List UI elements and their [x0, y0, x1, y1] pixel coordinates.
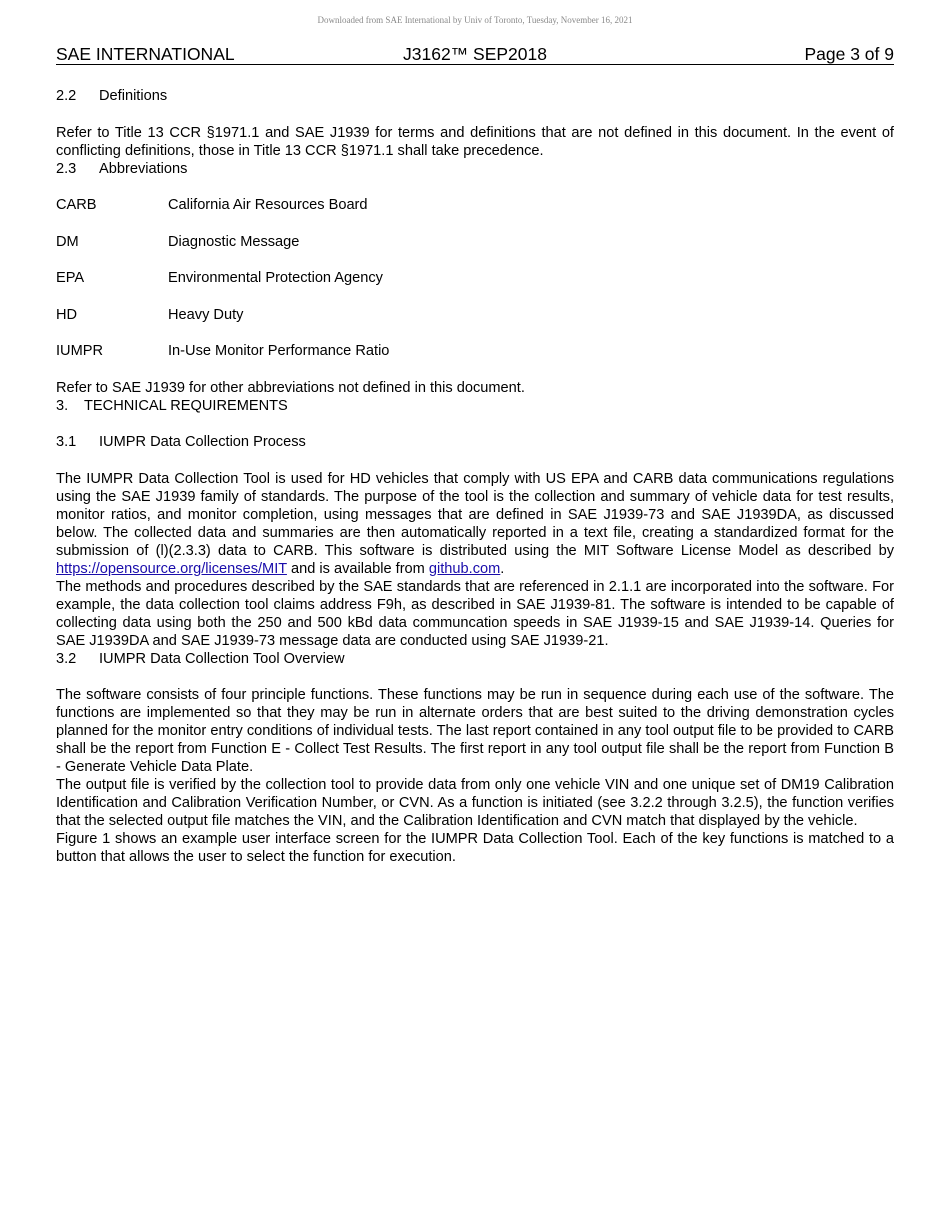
page-content — [56, 87, 894, 866]
abbreviation-term: DM — [56, 233, 79, 250]
section-title: TECHNICAL REQUIREMENTS — [84, 397, 288, 414]
abbreviation-definition: Diagnostic Message — [168, 233, 300, 250]
section-title: IUMPR Data Collection Process — [99, 434, 306, 450]
abbreviation-definition: In-Use Monitor Performance Ratio — [168, 343, 390, 359]
methods-procedures-paragraph: The methods and procedures described by the SAE standards that are referenced in 2.1.1 are incorporated into the software. For example, the data collection tool claims address F9h, as described in SAE J1939-81. The software is intended to be capable of collecting data using both the 250 and 500 kBd data communcation speeds in SAE J1939-15 and SAE J1939-14. Queries for SAE J1939DA and SAE J1939-73 message data are conducted using SAE J1939-21. — [56, 578, 894, 649]
section-2-2-heading — [56, 87, 894, 105]
section-title: Definitions — [99, 88, 168, 104]
section-number: 3.1 — [56, 434, 77, 450]
abbreviations-note: Refer to SAE J1939 for other abbreviations not defined in this document. — [56, 379, 525, 396]
github-link[interactable]: github.com — [428, 560, 501, 577]
abbreviation-term: CARB — [56, 197, 97, 213]
section-title: IUMPR Data Collection Tool Overview — [99, 650, 345, 667]
definitions-paragraph: Refer to Title 13 CCR §1971.1 and SAE J1939 for terms and definitions that are not defined in this document. In the event of conflicting definitions, those in Title 13 CCR §1971.1 shall take precedence. — [56, 124, 894, 159]
section-title: Abbreviations — [99, 160, 188, 177]
abbreviation-row — [56, 342, 894, 360]
header-doc-id: J3162™ SEP2018 — [403, 44, 547, 64]
abbreviation-term: IUMPR — [56, 343, 104, 359]
section-number: 3.2 — [56, 650, 77, 667]
header-page-number: Page 3 of 9 — [804, 44, 894, 64]
section-2-3-heading — [56, 160, 894, 178]
abbreviation-row — [56, 306, 894, 324]
abbreviation-definition: Heavy Duty — [168, 306, 244, 323]
section-3-1-heading — [56, 433, 894, 451]
section-number: 3. — [56, 397, 69, 414]
abbreviation-term: HD — [56, 306, 78, 323]
abbreviation-row — [56, 196, 894, 214]
abbreviation-definition: Environmental Protection Agency — [168, 270, 383, 286]
section-number: 2.3 — [56, 160, 77, 177]
paragraph-text: . — [500, 560, 505, 577]
download-watermark: Downloaded from SAE International by Univ of Toronto, Tuesday, November 16, 2021 — [317, 15, 633, 25]
abbreviation-definition: California Air Resources Board — [168, 197, 368, 213]
abbreviation-row — [56, 269, 894, 287]
software-functions-paragraph: The software consists of four principle functions. These functions may be run in sequence during each use of the software. The functions are implemented so that they may be run in alternate orders that are best suited to the driving demonstration cycles planned for the monitor entry conditions of individual tests. The last report contained in any tool output file to be provided to CARB shall be the report from Function E - Collect Test Results. The first report in any tool output file shall be the report from Function B - Generate Vehicle Data Plate. — [56, 687, 894, 775]
section-3-2-heading — [56, 650, 894, 668]
abbreviation-row — [56, 233, 894, 251]
output-file-verification-paragraph: The output file is verified by the collection tool to provide data from only one vehicle VIN and one unique set of DM19 Calibration Identification and Calibration Verification Number, or CVN. As a function is initiated (see 3.2.2 through 3.2.5), the function verifies that the selected output file matches the VIN, and the Calibration Identification and CVN match that displayed by the vehicle. — [56, 777, 894, 829]
figure-reference-paragraph: Figure 1 shows an example user interface screen for the IUMPR Data Collection Tool. Each of the key functions is matched to a button that allows the user to select the function for execution. — [56, 831, 894, 865]
paragraph-text: The IUMPR Data Collection Tool is used for HD vehicles that comply with US EPA and CARB data communications regulations using the SAE J1939 family of standards. The purpose of the tool is the collection and summary of vehicle data for test results, monitor ratios, and monitor completion, using messages that are defined in SAE J1939-73 and SAE J1939DA, as discussed below. The collected data and summaries are then automatically reported in a text file, creating a standardized format for the submission of (l)(2.3.3) data to CARB. This software is distributed using the MIT Software License Model as described by — [56, 470, 894, 559]
abbreviation-term: EPA — [56, 270, 85, 286]
header-org: SAE INTERNATIONAL — [56, 44, 235, 64]
mit-license-link[interactable]: https://opensource.org/licenses/MIT — [56, 560, 287, 577]
section-number: 2.2 — [56, 88, 77, 104]
section-3-heading — [56, 397, 894, 415]
page-header — [56, 44, 894, 65]
data-collection-process-paragraph — [56, 470, 894, 578]
paragraph-text: and is available from — [286, 560, 429, 577]
